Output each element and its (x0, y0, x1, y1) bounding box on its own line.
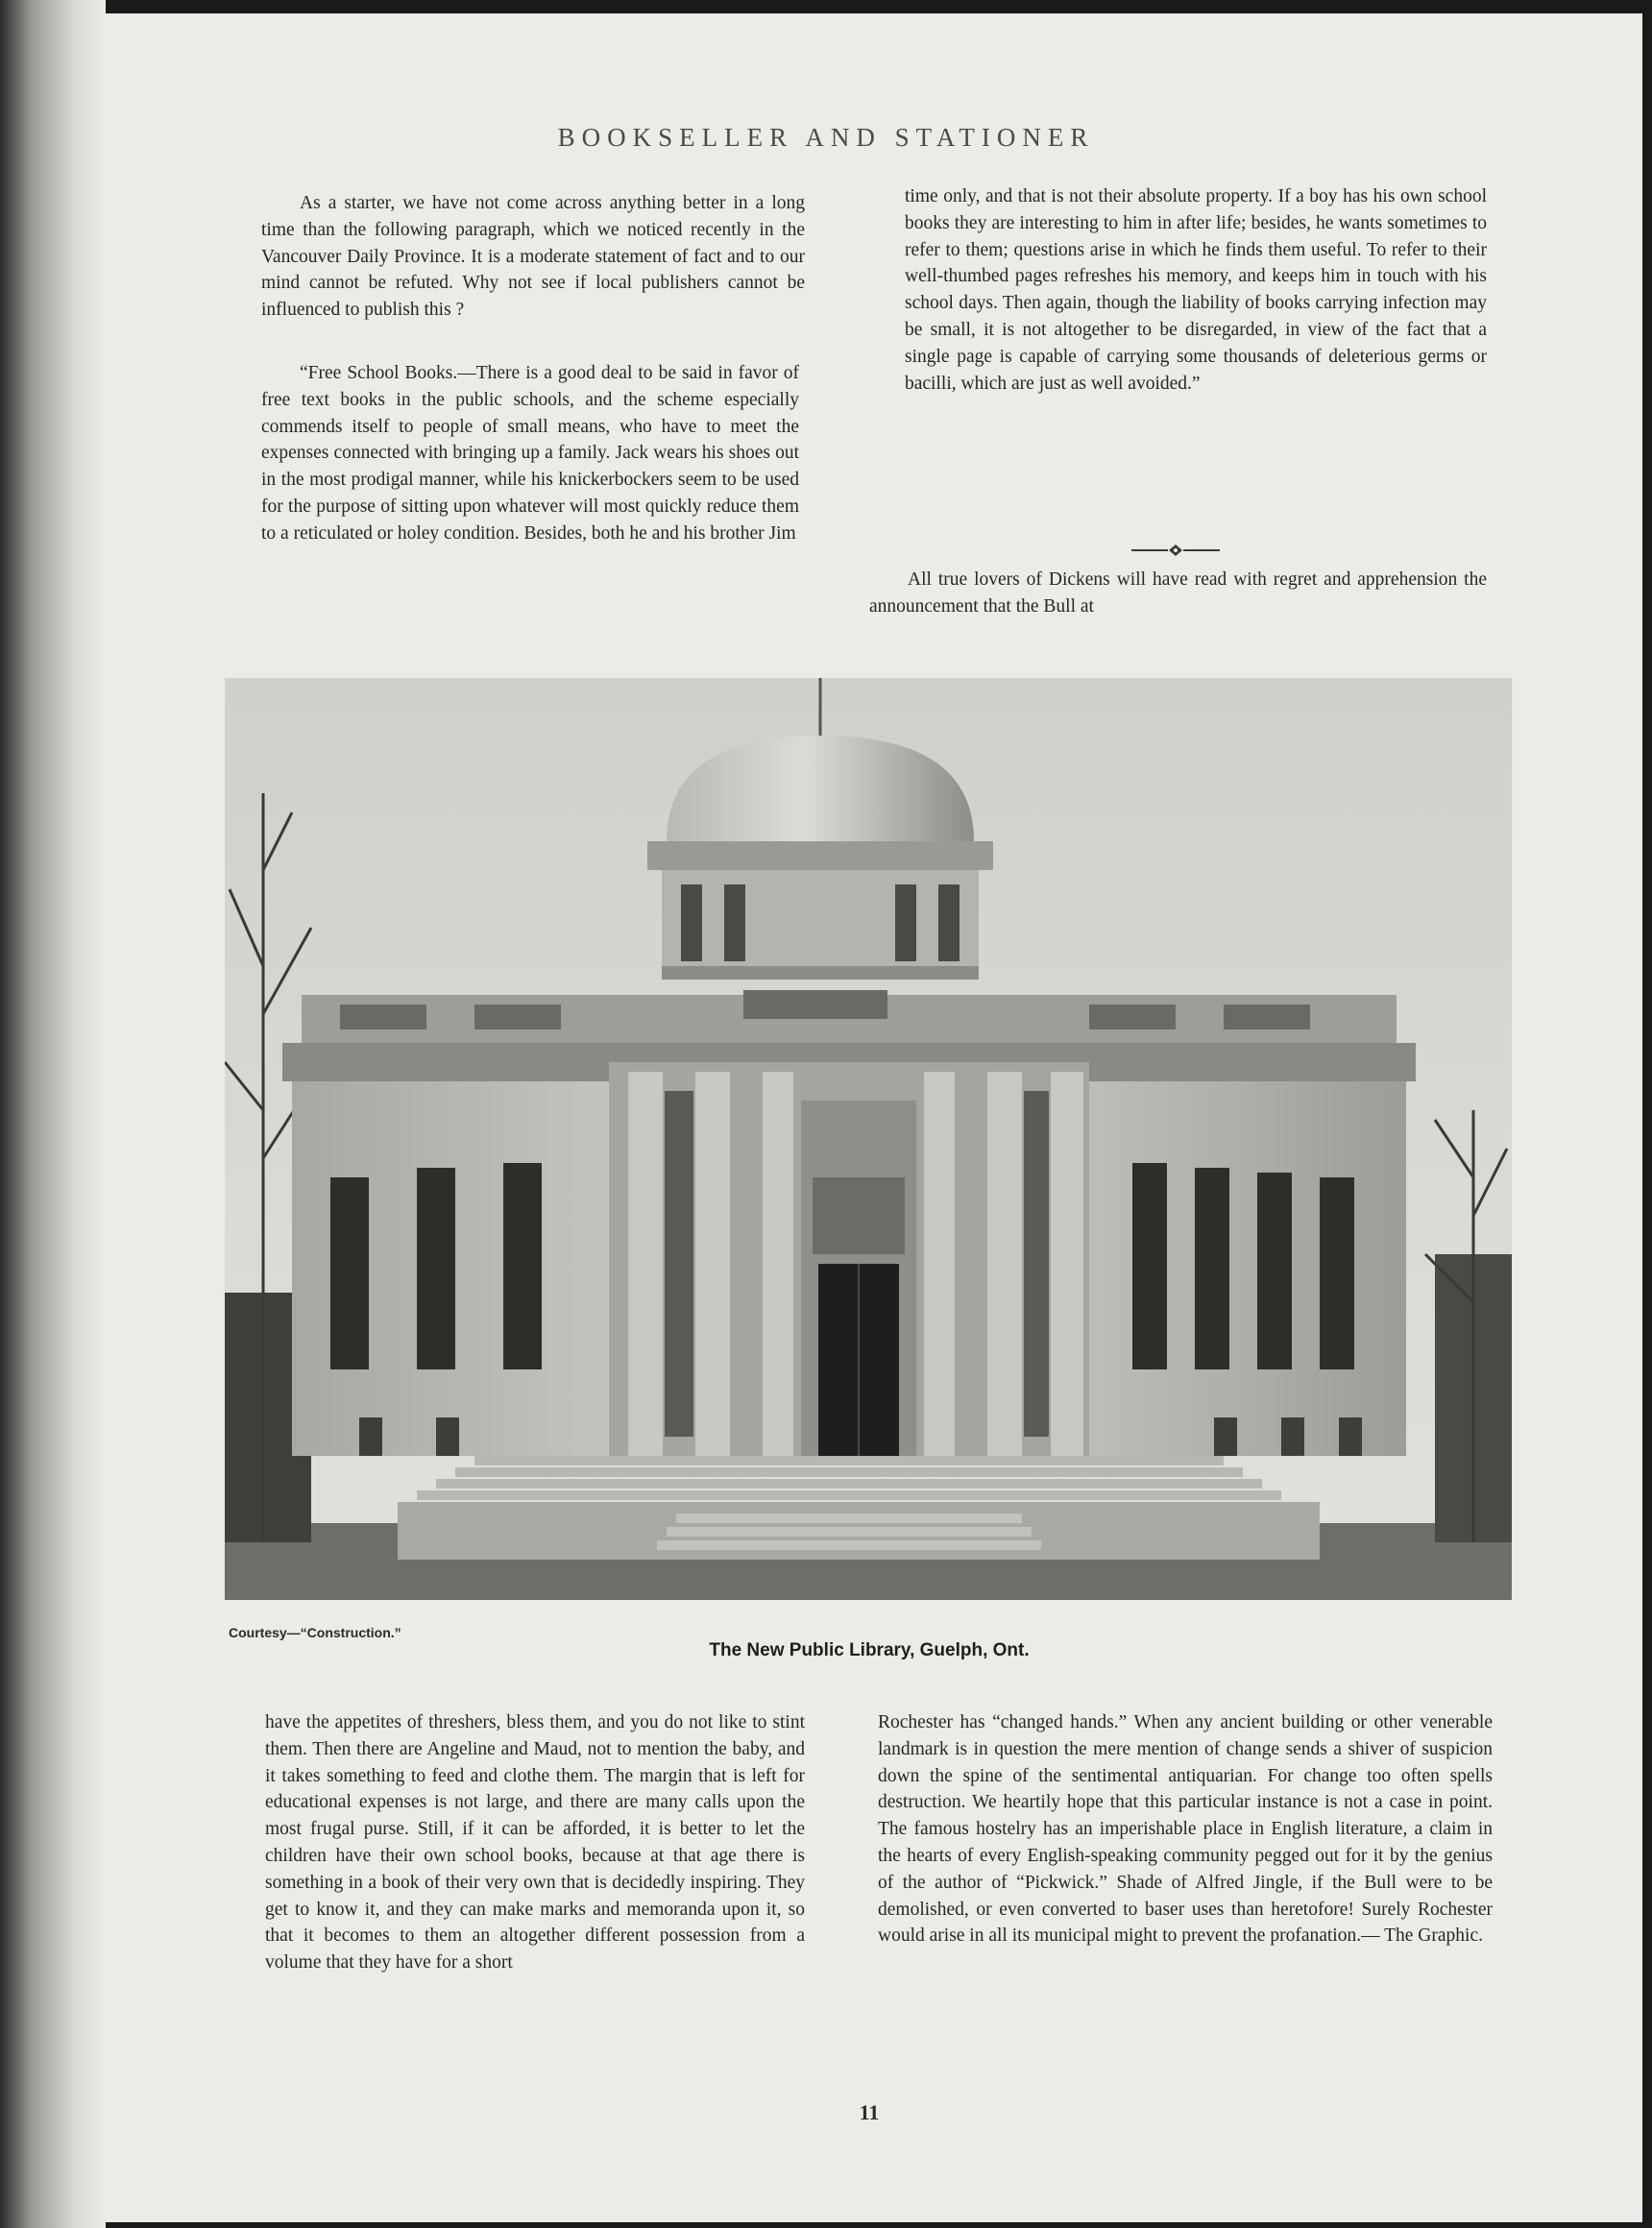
top-right-quote-column (905, 183, 1487, 397)
top-left-intro-paragraph (261, 190, 805, 324)
intro-paragraph: As a starter, we have not come across anything better in a long time than the following paragraph, which we noticed recently in the Vancouver Daily Province. It is a moderate statement of fact and to our mind cannot be refuted. Why not see if local publishers cannot be influenced to publish this ? (261, 193, 805, 321)
quote-paragraph-start: “Free School Books.—There is a good deal to be said in favor of free text books in the public schools, and the scheme especially commends itself to people of small means, who have to meet the expenses connected with bringing up a family. Jack wears his shoes out in the most prodigal manner, while his knickerbockers seem to be used for the purpose of sitting upon whatever will most quickly reduce them to a reticulated or holey condition. Besides, both he and his brother Jim (261, 363, 799, 544)
quote-paragraph-continued: time only, and that is not their absolute property. If a boy has his own school books they are interesting to him in after life; besides, he wants sometimes to refer to them; questions arise in which he finds them useful. To refer to their well-thumbed pages refreshes his memory, and keeps him in touch with his school days. Then again, though the liability of books carrying infection may be small, it is not altogether to be disregarded, in view of the fact that a single page is capable of carrying some thousands of deleterious germs or bacilli, which are just as well avoided.” (905, 186, 1487, 394)
section-divider-ornament (1131, 544, 1220, 557)
library-photograph (225, 678, 1512, 1600)
photo-credit: Courtesy—“Construction.” (229, 1625, 401, 1640)
bottom-left-quote-column (265, 1709, 805, 1976)
book-gutter (0, 0, 106, 2228)
bottom-right-dickens-column (878, 1709, 1493, 1950)
library-building-illustration (225, 678, 1512, 1600)
top-left-quote-column (261, 360, 799, 547)
dickens-paragraph-start: All true lovers of Dickens will have read with regret and apprehension the announcement that the Bull at (869, 569, 1487, 617)
running-header: BOOKSELLER AND STATIONER (557, 123, 1095, 152)
dickens-paragraph-end: Rochester has “changed hands.” When any ancient building or other venerable landmark is in question the mere mention of change sends a shiver of suspicion down the spine of the sentimental antiquarian. For change too often spells destruction. We heartily hope that this particular instance is not a case in point. The famous hostelry has an imperishable place in English literature, a claim in the hearts of every English-speaking community pegged out for it by the genius of the author of “Pickwick.” Shade of Alfred Jingle, if the Bull were to be demolished, or even converted to baser uses than heretofore! Surely Rochester would arise in all its municipal might to prevent the profanation.— The Graphic. (878, 1712, 1493, 1947)
top-right-dickens-column (869, 567, 1487, 620)
photo-caption: The New Public Library, Guelph, Ont. (709, 1640, 1030, 1660)
page-number: 11 (859, 2100, 880, 2124)
quote-paragraph-middle: have the appetites of threshers, bless them, and you do not like to stint them. Then there are Angeline and Maud, not to mention the baby, and it takes something to feed and clothe them. The margin that is left for educational expenses is not large, and there are many calls upon the most frugal purse. Still, if it can be afforded, it is better to let the children have their own school books, because at that age there is something in a book of their very own that is decidedly inspiring. They get to know it, and they can make marks and memoranda upon it, so that it becomes to them an altogether different possession from a volume that they have for a short (265, 1712, 805, 1974)
